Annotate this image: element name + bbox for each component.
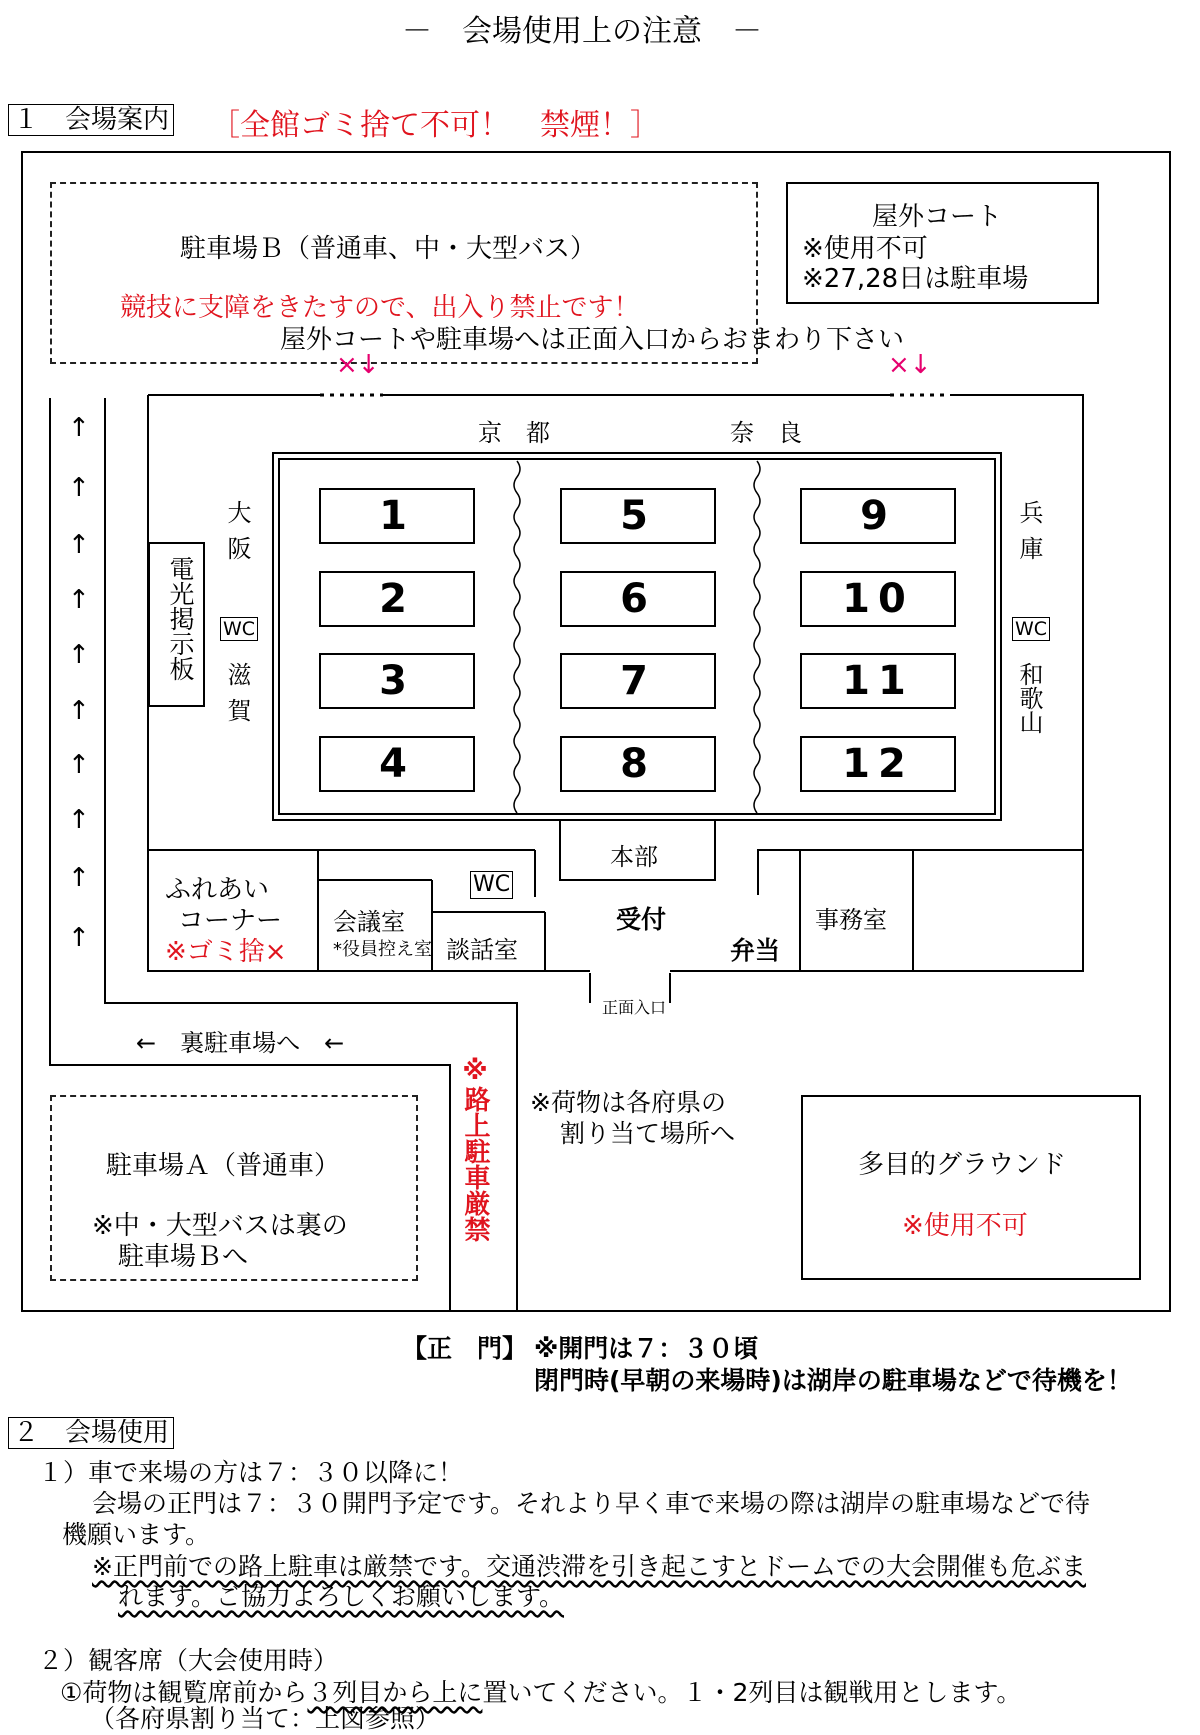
lounge: 談話室 (446, 936, 518, 964)
no-entry-right: ×↓ (888, 350, 932, 380)
up-arrow-icon: ↑ (68, 473, 90, 503)
gate-label: 【正 門】 (402, 1334, 528, 1363)
court-12: 12 (800, 736, 956, 792)
parking-a-name: 駐車場Ａ（普通車） (106, 1151, 341, 1181)
court-6: 6 (560, 571, 716, 627)
court-10: 10 (800, 571, 956, 627)
item2-body-post: 置いてください。１・2列目は観戦用とします。 (482, 1678, 1022, 1707)
luggage-note-line1: ※荷物は各府県の (530, 1088, 726, 1117)
item1-note-line2: れます。ご協力よろしくお願いします。 (118, 1582, 565, 1611)
section2-heading: ２ 会場使用 (8, 1417, 174, 1449)
outdoor-court-name: 屋外コート (872, 202, 1003, 232)
up-arrow-icon: ↑ (68, 863, 90, 893)
page-title: － 会場使用上の注意 － (402, 14, 762, 49)
reception: 受付 (616, 905, 667, 934)
bento: 弁当 (730, 936, 781, 965)
court-2: 2 (319, 571, 475, 627)
multipurpose-ground (801, 1095, 1141, 1280)
area-kyoto: 京 都 (478, 419, 550, 447)
luggage-note-line2: 割り当て場所へ (560, 1119, 736, 1148)
up-arrow-icon: ↑ (68, 585, 90, 615)
no-entry-left: ×↓ (336, 350, 380, 380)
court-3: 3 (319, 653, 475, 709)
headquarters: 本部 (610, 843, 658, 871)
back-parking-route: ← 裏駐車場へ ← (136, 1029, 345, 1057)
up-arrow-icon: ↑ (68, 413, 90, 443)
fureai-line2: コーナー (178, 906, 283, 936)
court-8: 8 (560, 736, 716, 792)
up-arrow-icon: ↑ (68, 696, 90, 726)
item1-note-line1: ※正門前での路上駐車は厳禁です。交通渋滞を引き起こすとドームでの大会開催も危ぶま (92, 1552, 1086, 1581)
parking-a-note2: 駐車場Ｂへ (118, 1242, 249, 1272)
item2-body-emphasis: ３列目から上に (307, 1678, 483, 1707)
court-4: 4 (319, 736, 475, 792)
court-1: 1 (319, 488, 475, 544)
item1-body-line2: 機願います。 (62, 1520, 211, 1549)
item1-title: １）車で来場の方は７：３０以降に！ (38, 1458, 464, 1487)
court-5: 5 (560, 488, 716, 544)
item2-title: ２）観客席（大会使用時） (38, 1646, 339, 1675)
area-nara: 奈 良 (730, 419, 802, 447)
section1-heading: １ 会場案内 (8, 104, 174, 136)
no-street-parking: ※路上駐車厳禁 (460, 1056, 490, 1242)
area-wakayama: 和歌山 (1015, 662, 1043, 734)
section1-warning: ［全館ゴミ捨て不可！ 禁煙！］ (210, 108, 660, 143)
office: 事務室 (815, 906, 887, 934)
ground-name: 多目的グラウンド (858, 1150, 1067, 1180)
up-arrow-icon: ↑ (68, 530, 90, 560)
item1-body-line1: 会場の正門は７：３０開門予定です。それより早く車で来場の際は湖岸の駐車場などで待 (92, 1489, 1091, 1518)
meeting-room: 会議室 (333, 908, 405, 936)
ground-note: ※使用不可 (902, 1211, 1028, 1241)
meeting-note: *役員控え室 (333, 939, 432, 960)
area-hyogo: 兵庫 (1015, 500, 1043, 572)
parking-b-warning: 競技に支障をきたすので、出入り禁止です！ (120, 293, 640, 323)
up-arrow-icon: ↑ (68, 805, 90, 835)
up-arrow-icon: ↑ (68, 640, 90, 670)
main-entrance: 正面入口 (602, 998, 667, 1017)
fureai-line1: ふれあい (165, 875, 270, 905)
parking-b-name: 駐車場Ｂ（普通車、中・大型バス） (180, 234, 597, 264)
outdoor-court-note1: ※使用不可 (802, 234, 928, 264)
gate-line1: ※開門は７：３０頃 (534, 1334, 759, 1363)
up-arrow-icon: ↑ (68, 750, 90, 780)
item2-sub: （各府県割り当て：上図参照） (90, 1704, 441, 1733)
parking-a-note1: ※中・大型バスは裏の (92, 1211, 348, 1241)
area-shiga: 滋賀 (223, 662, 251, 734)
fureai-note: ※ゴミ捨× (165, 937, 287, 967)
court-9: 9 (800, 488, 956, 544)
route-note: 屋外コートや駐車場へは正面入口からおまわり下さい (280, 325, 905, 355)
area-osaka: 大阪 (223, 500, 251, 572)
gate-line2: 閉門時(早朝の来場時)は湖岸の駐車場などで待機を！ (534, 1366, 1132, 1395)
item2-body-pre: ①荷物は観覧席前から (60, 1678, 308, 1707)
outdoor-court-note2: ※27,28日は駐車場 (802, 264, 1029, 294)
wc-meeting: WC (470, 871, 513, 899)
up-arrow-icon: ↑ (68, 923, 90, 953)
court-11: 11 (800, 653, 956, 709)
scoreboard-label: 電光掲示板 (166, 556, 195, 681)
wc-left: WC (220, 617, 258, 641)
court-7: 7 (560, 653, 716, 709)
wc-right: WC (1012, 617, 1050, 641)
